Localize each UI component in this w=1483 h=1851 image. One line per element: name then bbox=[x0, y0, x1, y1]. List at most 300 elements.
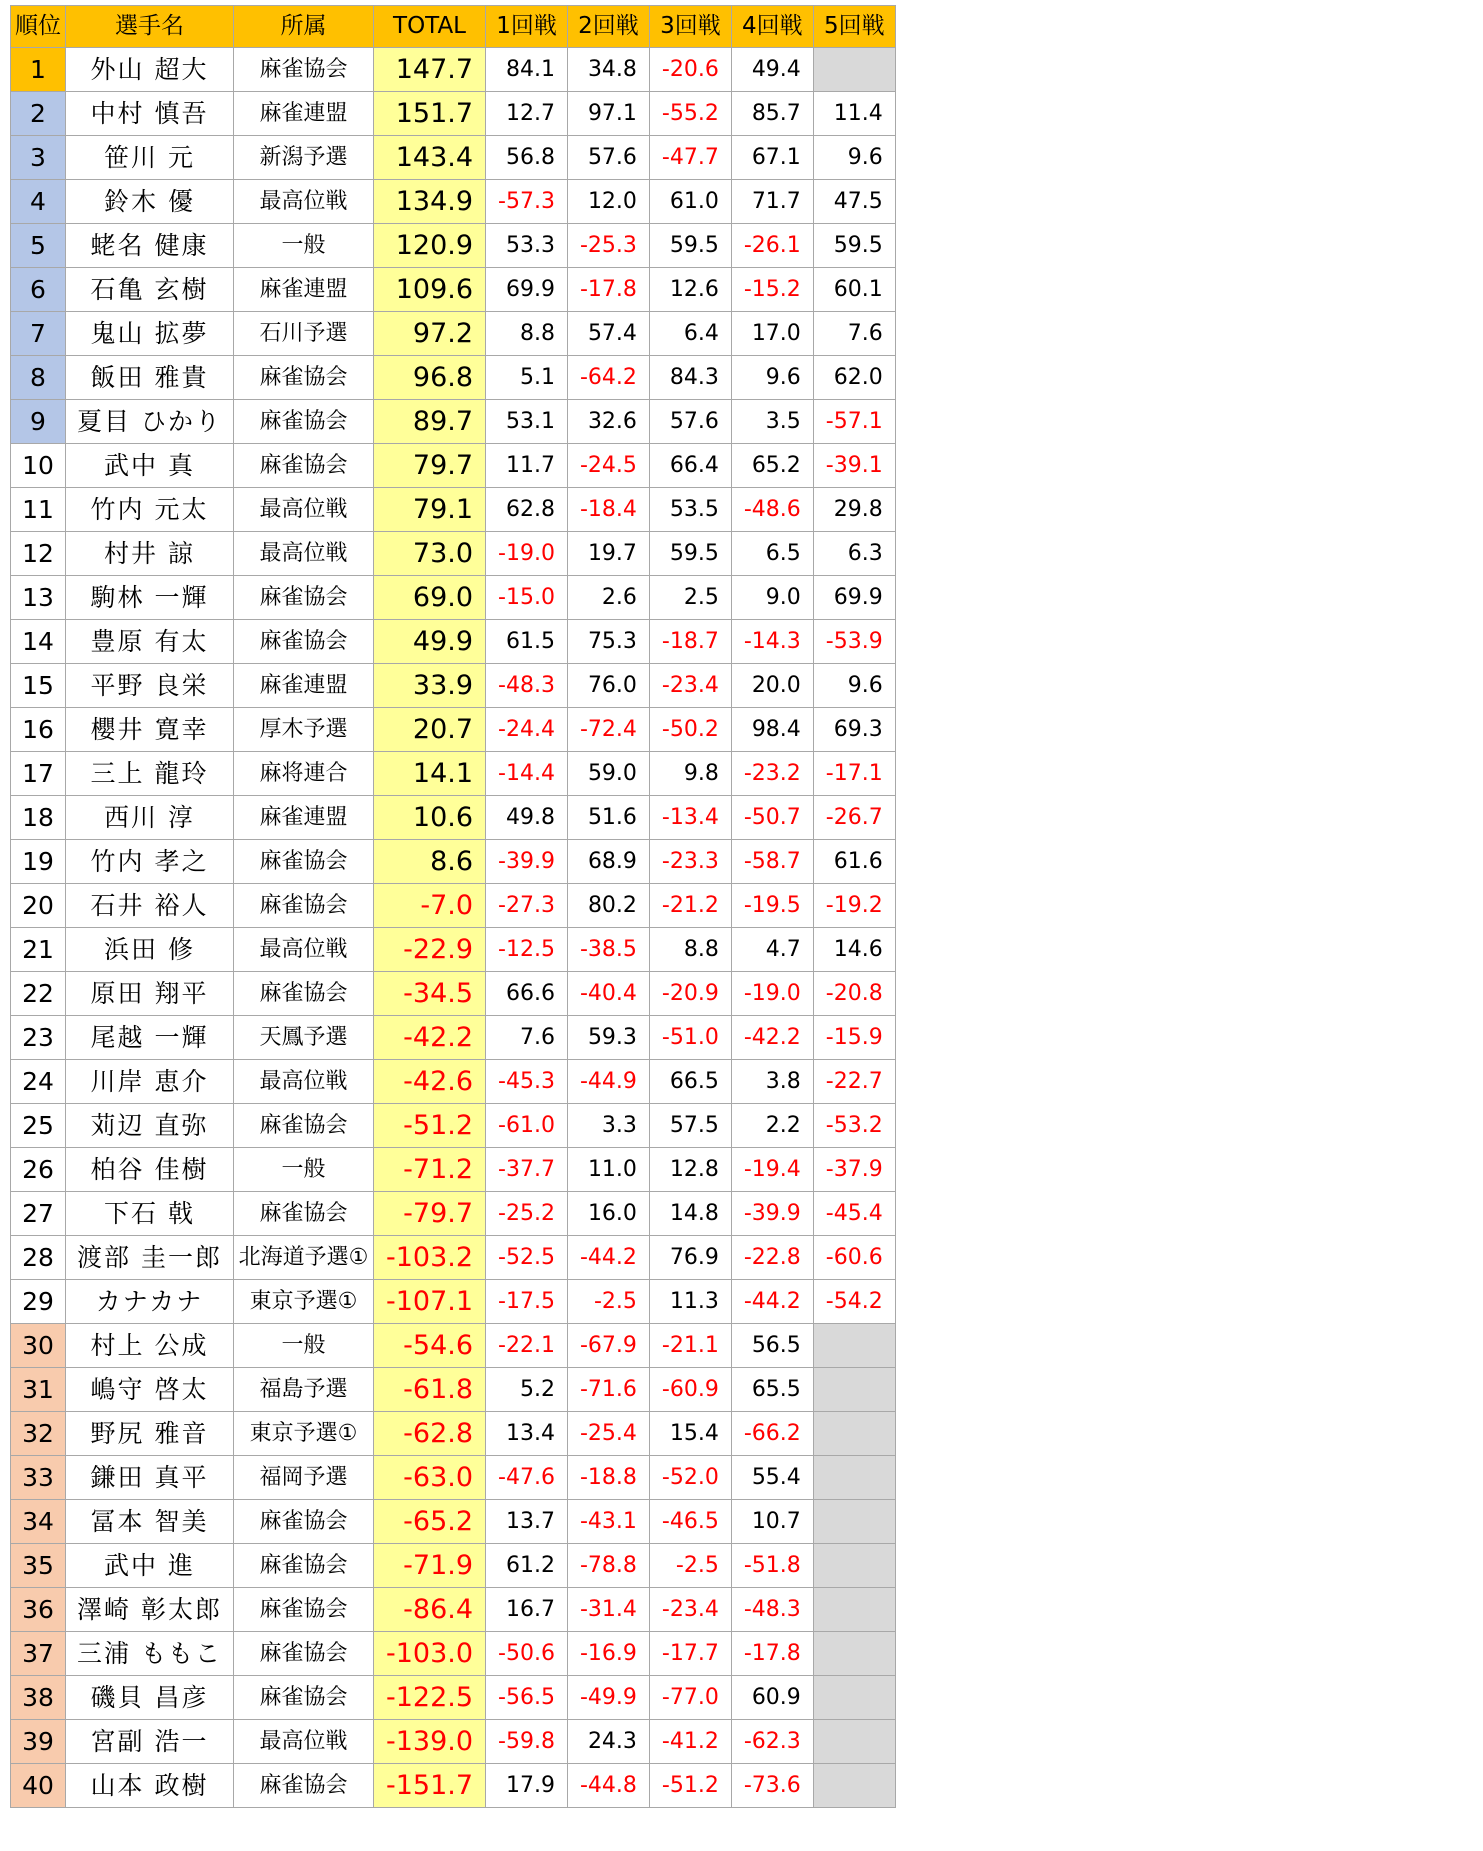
round-2-cell: 68.9 bbox=[567, 840, 649, 884]
round-3-cell: 84.3 bbox=[649, 356, 731, 400]
player-name-cell: 石井 裕人 bbox=[66, 884, 234, 928]
rank-cell: 26 bbox=[11, 1148, 66, 1192]
standings-table bbox=[10, 5, 896, 1808]
affiliation-cell: 一般 bbox=[234, 1148, 374, 1192]
rank-cell: 25 bbox=[11, 1104, 66, 1148]
round-3-cell: -17.7 bbox=[649, 1632, 731, 1676]
rank-cell: 10 bbox=[11, 444, 66, 488]
round-4-cell: -48.3 bbox=[731, 1588, 813, 1632]
round-1-cell: 84.1 bbox=[486, 48, 568, 92]
round-2-cell: -67.9 bbox=[567, 1324, 649, 1368]
round-2-cell: -71.6 bbox=[567, 1368, 649, 1412]
round-1-cell: 53.3 bbox=[486, 224, 568, 268]
round-1-cell: -59.8 bbox=[486, 1720, 568, 1764]
round-5-cell: 69.9 bbox=[813, 576, 895, 620]
round-3-cell: 12.8 bbox=[649, 1148, 731, 1192]
round-2-cell: -78.8 bbox=[567, 1544, 649, 1588]
round-1-cell: -47.6 bbox=[486, 1456, 568, 1500]
round-5-cell bbox=[813, 48, 895, 92]
player-name-cell: 夏目 ひかり bbox=[66, 400, 234, 444]
player-name-cell: 竹内 孝之 bbox=[66, 840, 234, 884]
round-5-cell: 59.5 bbox=[813, 224, 895, 268]
round-2-cell: -16.9 bbox=[567, 1632, 649, 1676]
round-3-cell: 14.8 bbox=[649, 1192, 731, 1236]
round-1-cell: 62.8 bbox=[486, 488, 568, 532]
affiliation-cell: 天鳳予選 bbox=[234, 1016, 374, 1060]
player-name-cell: 渡部 圭一郎 bbox=[66, 1236, 234, 1280]
total-cell: -71.9 bbox=[374, 1544, 486, 1588]
affiliation-cell: 最高位戦 bbox=[234, 1720, 374, 1764]
player-name-cell: 尾越 一輝 bbox=[66, 1016, 234, 1060]
round-1-cell: 12.7 bbox=[486, 92, 568, 136]
total-cell: -42.6 bbox=[374, 1060, 486, 1104]
total-cell: 120.9 bbox=[374, 224, 486, 268]
round-2-cell: -31.4 bbox=[567, 1588, 649, 1632]
round-1-cell: 56.8 bbox=[486, 136, 568, 180]
affiliation-cell: 麻雀連盟 bbox=[234, 268, 374, 312]
affiliation-cell: 最高位戦 bbox=[234, 180, 374, 224]
rank-cell: 3 bbox=[11, 136, 66, 180]
table-row bbox=[11, 224, 896, 268]
table-row bbox=[11, 1104, 896, 1148]
round-1-cell: -22.1 bbox=[486, 1324, 568, 1368]
player-name-cell: 石亀 玄樹 bbox=[66, 268, 234, 312]
total-cell: 73.0 bbox=[374, 532, 486, 576]
round-4-cell: 9.0 bbox=[731, 576, 813, 620]
round-1-cell: 13.4 bbox=[486, 1412, 568, 1456]
round-3-cell: 53.5 bbox=[649, 488, 731, 532]
total-cell: 69.0 bbox=[374, 576, 486, 620]
round-3-cell: 57.6 bbox=[649, 400, 731, 444]
table-row bbox=[11, 752, 896, 796]
rank-cell: 14 bbox=[11, 620, 66, 664]
round-5-cell: 9.6 bbox=[813, 664, 895, 708]
table-row bbox=[11, 92, 896, 136]
rank-cell: 16 bbox=[11, 708, 66, 752]
round-1-cell: 53.1 bbox=[486, 400, 568, 444]
rank-cell: 38 bbox=[11, 1676, 66, 1720]
round-4-cell: 20.0 bbox=[731, 664, 813, 708]
round-1-cell: 5.2 bbox=[486, 1368, 568, 1412]
round-1-cell: -61.0 bbox=[486, 1104, 568, 1148]
round-2-cell: 11.0 bbox=[567, 1148, 649, 1192]
round-5-cell bbox=[813, 1324, 895, 1368]
rank-cell: 13 bbox=[11, 576, 66, 620]
round-3-cell: -50.2 bbox=[649, 708, 731, 752]
rank-cell: 6 bbox=[11, 268, 66, 312]
affiliation-cell: 最高位戦 bbox=[234, 1060, 374, 1104]
player-name-cell: 三上 龍玲 bbox=[66, 752, 234, 796]
round-1-cell: 69.9 bbox=[486, 268, 568, 312]
total-cell: 49.9 bbox=[374, 620, 486, 664]
table-row bbox=[11, 136, 896, 180]
round-3-cell: -41.2 bbox=[649, 1720, 731, 1764]
rank-cell: 22 bbox=[11, 972, 66, 1016]
table-row bbox=[11, 1236, 896, 1280]
round-2-cell: 24.3 bbox=[567, 1720, 649, 1764]
header-affiliation: 所属 bbox=[234, 6, 374, 48]
affiliation-cell: 麻雀協会 bbox=[234, 1588, 374, 1632]
table-row bbox=[11, 928, 896, 972]
affiliation-cell: 福岡予選 bbox=[234, 1456, 374, 1500]
round-2-cell: 76.0 bbox=[567, 664, 649, 708]
header-round-3: 3回戦 bbox=[649, 6, 731, 48]
round-4-cell: 85.7 bbox=[731, 92, 813, 136]
round-2-cell: -43.1 bbox=[567, 1500, 649, 1544]
round-3-cell: -55.2 bbox=[649, 92, 731, 136]
player-name-cell: 苅辺 直弥 bbox=[66, 1104, 234, 1148]
rank-cell: 2 bbox=[11, 92, 66, 136]
round-3-cell: -23.4 bbox=[649, 664, 731, 708]
affiliation-cell: 福島予選 bbox=[234, 1368, 374, 1412]
affiliation-cell: 厚木予選 bbox=[234, 708, 374, 752]
round-4-cell: 49.4 bbox=[731, 48, 813, 92]
round-5-cell bbox=[813, 1500, 895, 1544]
rank-cell: 11 bbox=[11, 488, 66, 532]
rank-cell: 36 bbox=[11, 1588, 66, 1632]
table-row bbox=[11, 1060, 896, 1104]
round-1-cell: -48.3 bbox=[486, 664, 568, 708]
player-name-cell: 宮副 浩一 bbox=[66, 1720, 234, 1764]
round-2-cell: -24.5 bbox=[567, 444, 649, 488]
round-1-cell: -24.4 bbox=[486, 708, 568, 752]
affiliation-cell: 麻将連合 bbox=[234, 752, 374, 796]
header-row bbox=[11, 6, 896, 48]
round-1-cell: -19.0 bbox=[486, 532, 568, 576]
total-cell: -79.7 bbox=[374, 1192, 486, 1236]
affiliation-cell: 麻雀協会 bbox=[234, 48, 374, 92]
affiliation-cell: 麻雀連盟 bbox=[234, 664, 374, 708]
table-row bbox=[11, 1016, 896, 1060]
round-4-cell: 71.7 bbox=[731, 180, 813, 224]
table-row bbox=[11, 268, 896, 312]
round-3-cell: -21.1 bbox=[649, 1324, 731, 1368]
total-cell: 143.4 bbox=[374, 136, 486, 180]
round-2-cell: -64.2 bbox=[567, 356, 649, 400]
round-3-cell: -52.0 bbox=[649, 1456, 731, 1500]
table-row bbox=[11, 796, 896, 840]
round-2-cell: -38.5 bbox=[567, 928, 649, 972]
total-cell: -139.0 bbox=[374, 1720, 486, 1764]
total-cell: -62.8 bbox=[374, 1412, 486, 1456]
rank-cell: 15 bbox=[11, 664, 66, 708]
total-cell: -71.2 bbox=[374, 1148, 486, 1192]
affiliation-cell: 最高位戦 bbox=[234, 488, 374, 532]
round-4-cell: 3.8 bbox=[731, 1060, 813, 1104]
table-row bbox=[11, 1456, 896, 1500]
affiliation-cell: 麻雀協会 bbox=[234, 400, 374, 444]
round-2-cell: -44.9 bbox=[567, 1060, 649, 1104]
table-row bbox=[11, 1544, 896, 1588]
rank-cell: 1 bbox=[11, 48, 66, 92]
player-name-cell: 駒林 一輝 bbox=[66, 576, 234, 620]
round-2-cell: -72.4 bbox=[567, 708, 649, 752]
round-2-cell: -25.3 bbox=[567, 224, 649, 268]
player-name-cell: 浜田 修 bbox=[66, 928, 234, 972]
round-1-cell: -27.3 bbox=[486, 884, 568, 928]
round-4-cell: -66.2 bbox=[731, 1412, 813, 1456]
total-cell: -103.2 bbox=[374, 1236, 486, 1280]
round-1-cell: 16.7 bbox=[486, 1588, 568, 1632]
round-2-cell: 12.0 bbox=[567, 180, 649, 224]
round-3-cell: -23.3 bbox=[649, 840, 731, 884]
rank-cell: 7 bbox=[11, 312, 66, 356]
rank-cell: 4 bbox=[11, 180, 66, 224]
total-cell: 97.2 bbox=[374, 312, 486, 356]
round-1-cell: -25.2 bbox=[486, 1192, 568, 1236]
round-4-cell: -26.1 bbox=[731, 224, 813, 268]
affiliation-cell: 石川予選 bbox=[234, 312, 374, 356]
header-round-4: 4回戦 bbox=[731, 6, 813, 48]
rank-cell: 19 bbox=[11, 840, 66, 884]
player-name-cell: 川岸 恵介 bbox=[66, 1060, 234, 1104]
total-cell: 33.9 bbox=[374, 664, 486, 708]
round-5-cell: 7.6 bbox=[813, 312, 895, 356]
round-3-cell: 9.8 bbox=[649, 752, 731, 796]
round-5-cell: 47.5 bbox=[813, 180, 895, 224]
round-3-cell: -18.7 bbox=[649, 620, 731, 664]
round-3-cell: -2.5 bbox=[649, 1544, 731, 1588]
round-4-cell: 9.6 bbox=[731, 356, 813, 400]
total-cell: -107.1 bbox=[374, 1280, 486, 1324]
table-row bbox=[11, 1192, 896, 1236]
round-1-cell: -37.7 bbox=[486, 1148, 568, 1192]
round-2-cell: -17.8 bbox=[567, 268, 649, 312]
round-2-cell: 51.6 bbox=[567, 796, 649, 840]
round-2-cell: 97.1 bbox=[567, 92, 649, 136]
round-2-cell: 2.6 bbox=[567, 576, 649, 620]
round-1-cell: -50.6 bbox=[486, 1632, 568, 1676]
player-name-cell: 外山 超大 bbox=[66, 48, 234, 92]
round-1-cell: -52.5 bbox=[486, 1236, 568, 1280]
round-2-cell: -40.4 bbox=[567, 972, 649, 1016]
round-5-cell bbox=[813, 1676, 895, 1720]
round-5-cell: -22.7 bbox=[813, 1060, 895, 1104]
table-row bbox=[11, 1324, 896, 1368]
round-1-cell: 8.8 bbox=[486, 312, 568, 356]
affiliation-cell: 麻雀連盟 bbox=[234, 796, 374, 840]
round-4-cell: -15.2 bbox=[731, 268, 813, 312]
round-4-cell: 6.5 bbox=[731, 532, 813, 576]
round-2-cell: 75.3 bbox=[567, 620, 649, 664]
round-3-cell: -51.2 bbox=[649, 1764, 731, 1808]
round-4-cell: -42.2 bbox=[731, 1016, 813, 1060]
round-1-cell: 11.7 bbox=[486, 444, 568, 488]
round-4-cell: -17.8 bbox=[731, 1632, 813, 1676]
round-3-cell: -23.4 bbox=[649, 1588, 731, 1632]
round-5-cell: -19.2 bbox=[813, 884, 895, 928]
round-1-cell: 7.6 bbox=[486, 1016, 568, 1060]
player-name-cell: 蛯名 健康 bbox=[66, 224, 234, 268]
round-3-cell: 76.9 bbox=[649, 1236, 731, 1280]
round-1-cell: 5.1 bbox=[486, 356, 568, 400]
rank-cell: 9 bbox=[11, 400, 66, 444]
round-5-cell bbox=[813, 1720, 895, 1764]
total-cell: 96.8 bbox=[374, 356, 486, 400]
table-row bbox=[11, 1588, 896, 1632]
header-round-5: 5回戦 bbox=[813, 6, 895, 48]
table-row bbox=[11, 664, 896, 708]
rank-cell: 31 bbox=[11, 1368, 66, 1412]
round-3-cell: 2.5 bbox=[649, 576, 731, 620]
player-name-cell: 野尻 雅音 bbox=[66, 1412, 234, 1456]
rank-cell: 27 bbox=[11, 1192, 66, 1236]
round-3-cell: -21.2 bbox=[649, 884, 731, 928]
affiliation-cell: 麻雀協会 bbox=[234, 1104, 374, 1148]
round-2-cell: -44.8 bbox=[567, 1764, 649, 1808]
table-row bbox=[11, 1720, 896, 1764]
table-row bbox=[11, 1500, 896, 1544]
total-cell: 8.6 bbox=[374, 840, 486, 884]
rank-cell: 24 bbox=[11, 1060, 66, 1104]
round-2-cell: 57.6 bbox=[567, 136, 649, 180]
rank-cell: 21 bbox=[11, 928, 66, 972]
affiliation-cell: 新潟予選 bbox=[234, 136, 374, 180]
round-5-cell: -54.2 bbox=[813, 1280, 895, 1324]
round-3-cell: 57.5 bbox=[649, 1104, 731, 1148]
round-5-cell: 11.4 bbox=[813, 92, 895, 136]
round-5-cell bbox=[813, 1588, 895, 1632]
round-2-cell: 34.8 bbox=[567, 48, 649, 92]
round-5-cell: -26.7 bbox=[813, 796, 895, 840]
total-cell: -7.0 bbox=[374, 884, 486, 928]
round-4-cell: 4.7 bbox=[731, 928, 813, 972]
round-3-cell: -47.7 bbox=[649, 136, 731, 180]
round-4-cell: -22.8 bbox=[731, 1236, 813, 1280]
table-row bbox=[11, 1632, 896, 1676]
rank-cell: 8 bbox=[11, 356, 66, 400]
round-1-cell: -45.3 bbox=[486, 1060, 568, 1104]
round-3-cell: -60.9 bbox=[649, 1368, 731, 1412]
affiliation-cell: 北海道予選① bbox=[234, 1236, 374, 1280]
round-5-cell bbox=[813, 1456, 895, 1500]
round-3-cell: 66.4 bbox=[649, 444, 731, 488]
rank-cell: 35 bbox=[11, 1544, 66, 1588]
total-cell: -86.4 bbox=[374, 1588, 486, 1632]
total-cell: -51.2 bbox=[374, 1104, 486, 1148]
round-1-cell: -57.3 bbox=[486, 180, 568, 224]
round-1-cell: 17.9 bbox=[486, 1764, 568, 1808]
round-3-cell: -20.6 bbox=[649, 48, 731, 92]
round-2-cell: 59.0 bbox=[567, 752, 649, 796]
round-3-cell: 12.6 bbox=[649, 268, 731, 312]
player-name-cell: 武中 真 bbox=[66, 444, 234, 488]
round-5-cell: -60.6 bbox=[813, 1236, 895, 1280]
table-row bbox=[11, 708, 896, 752]
table-row bbox=[11, 884, 896, 928]
round-4-cell: 17.0 bbox=[731, 312, 813, 356]
round-3-cell: 6.4 bbox=[649, 312, 731, 356]
total-cell: 147.7 bbox=[374, 48, 486, 92]
affiliation-cell: 麻雀協会 bbox=[234, 1500, 374, 1544]
table-row bbox=[11, 620, 896, 664]
round-5-cell: -45.4 bbox=[813, 1192, 895, 1236]
round-4-cell: 10.7 bbox=[731, 1500, 813, 1544]
round-4-cell: -19.5 bbox=[731, 884, 813, 928]
total-cell: -34.5 bbox=[374, 972, 486, 1016]
affiliation-cell: 最高位戦 bbox=[234, 928, 374, 972]
header-rank: 順位 bbox=[11, 6, 66, 48]
rank-cell: 29 bbox=[11, 1280, 66, 1324]
affiliation-cell: 麻雀協会 bbox=[234, 840, 374, 884]
player-name-cell: 澤崎 彰太郎 bbox=[66, 1588, 234, 1632]
round-3-cell: 61.0 bbox=[649, 180, 731, 224]
round-5-cell: 60.1 bbox=[813, 268, 895, 312]
player-name-cell: 西川 淳 bbox=[66, 796, 234, 840]
round-5-cell: 69.3 bbox=[813, 708, 895, 752]
round-2-cell: -18.4 bbox=[567, 488, 649, 532]
rank-cell: 32 bbox=[11, 1412, 66, 1456]
round-4-cell: -23.2 bbox=[731, 752, 813, 796]
player-name-cell: 鈴木 優 bbox=[66, 180, 234, 224]
affiliation-cell: 一般 bbox=[234, 1324, 374, 1368]
header-total: TOTAL bbox=[374, 6, 486, 48]
round-2-cell: 57.4 bbox=[567, 312, 649, 356]
round-4-cell: -50.7 bbox=[731, 796, 813, 840]
table-row bbox=[11, 1764, 896, 1808]
round-1-cell: -56.5 bbox=[486, 1676, 568, 1720]
round-5-cell: 61.6 bbox=[813, 840, 895, 884]
total-cell: 151.7 bbox=[374, 92, 486, 136]
player-name-cell: 笹川 元 bbox=[66, 136, 234, 180]
round-4-cell: 65.5 bbox=[731, 1368, 813, 1412]
rank-cell: 18 bbox=[11, 796, 66, 840]
round-4-cell: -44.2 bbox=[731, 1280, 813, 1324]
round-4-cell: -19.4 bbox=[731, 1148, 813, 1192]
total-cell: -22.9 bbox=[374, 928, 486, 972]
total-cell: 89.7 bbox=[374, 400, 486, 444]
player-name-cell: 嶋守 啓太 bbox=[66, 1368, 234, 1412]
round-3-cell: -20.9 bbox=[649, 972, 731, 1016]
player-name-cell: カナカナ bbox=[66, 1280, 234, 1324]
round-5-cell: -53.9 bbox=[813, 620, 895, 664]
round-1-cell: -15.0 bbox=[486, 576, 568, 620]
affiliation-cell: 麻雀協会 bbox=[234, 1676, 374, 1720]
table-row bbox=[11, 400, 896, 444]
round-4-cell: 98.4 bbox=[731, 708, 813, 752]
round-2-cell: 3.3 bbox=[567, 1104, 649, 1148]
round-2-cell: -25.4 bbox=[567, 1412, 649, 1456]
table-row bbox=[11, 312, 896, 356]
affiliation-cell: 麻雀協会 bbox=[234, 1192, 374, 1236]
round-5-cell: 29.8 bbox=[813, 488, 895, 532]
rank-cell: 17 bbox=[11, 752, 66, 796]
player-name-cell: 武中 進 bbox=[66, 1544, 234, 1588]
table-row bbox=[11, 488, 896, 532]
player-name-cell: 櫻井 寛幸 bbox=[66, 708, 234, 752]
round-3-cell: -13.4 bbox=[649, 796, 731, 840]
round-3-cell: 66.5 bbox=[649, 1060, 731, 1104]
affiliation-cell: 麻雀協会 bbox=[234, 620, 374, 664]
rank-cell: 34 bbox=[11, 1500, 66, 1544]
round-1-cell: 49.8 bbox=[486, 796, 568, 840]
round-3-cell: 15.4 bbox=[649, 1412, 731, 1456]
round-5-cell bbox=[813, 1544, 895, 1588]
table-row bbox=[11, 48, 896, 92]
player-name-cell: 三浦 ももこ bbox=[66, 1632, 234, 1676]
player-name-cell: 平野 良栄 bbox=[66, 664, 234, 708]
round-4-cell: -51.8 bbox=[731, 1544, 813, 1588]
round-3-cell: 59.5 bbox=[649, 224, 731, 268]
player-name-cell: 柏谷 佳樹 bbox=[66, 1148, 234, 1192]
rank-cell: 28 bbox=[11, 1236, 66, 1280]
player-name-cell: 村上 公成 bbox=[66, 1324, 234, 1368]
player-name-cell: 豊原 有太 bbox=[66, 620, 234, 664]
player-name-cell: 原田 翔平 bbox=[66, 972, 234, 1016]
affiliation-cell: 東京予選① bbox=[234, 1280, 374, 1324]
rank-cell: 5 bbox=[11, 224, 66, 268]
affiliation-cell: 麻雀協会 bbox=[234, 1544, 374, 1588]
